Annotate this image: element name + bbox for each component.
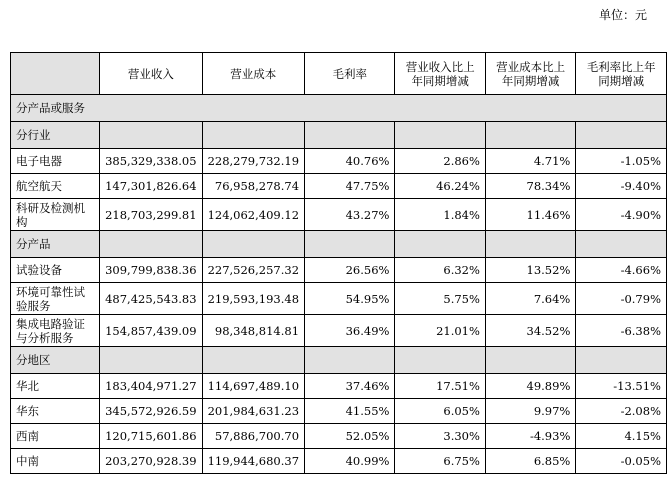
column-header: 营业收入比上年同期增减 bbox=[395, 53, 485, 95]
empty-cell bbox=[100, 122, 202, 149]
value-cell: 49.89% bbox=[485, 374, 575, 399]
value-cell: 34.52% bbox=[485, 315, 575, 347]
empty-cell bbox=[485, 231, 575, 258]
value-cell: 114,697,489.10 bbox=[202, 374, 304, 399]
value-cell: 228,279,732.19 bbox=[202, 149, 304, 174]
row-label: 科研及检测机构 bbox=[11, 199, 100, 231]
value-cell: 41.55% bbox=[305, 399, 395, 424]
empty-cell bbox=[395, 122, 485, 149]
value-cell: -1.05% bbox=[576, 149, 667, 174]
column-header: 营业收入 bbox=[100, 53, 202, 95]
value-cell: 124,062,409.12 bbox=[202, 199, 304, 231]
value-cell: -4.90% bbox=[576, 199, 667, 231]
value-cell: 120,715,601.86 bbox=[100, 424, 202, 449]
row-label: 华北 bbox=[11, 374, 100, 399]
empty-cell bbox=[576, 122, 667, 149]
row-label: 航空航天 bbox=[11, 174, 100, 199]
value-cell: 203,270,928.39 bbox=[100, 449, 202, 474]
value-cell: 219,593,193.48 bbox=[202, 283, 304, 315]
value-cell: 98,348,814.81 bbox=[202, 315, 304, 347]
empty-cell bbox=[485, 347, 575, 374]
value-cell: 21.01% bbox=[395, 315, 485, 347]
row-label: 电子电器 bbox=[11, 149, 100, 174]
value-cell: 6.85% bbox=[485, 449, 575, 474]
section-row bbox=[11, 95, 667, 122]
value-cell: 218,703,299.81 bbox=[100, 199, 202, 231]
group-title: 分行业 bbox=[11, 122, 100, 149]
value-cell: 46.24% bbox=[395, 174, 485, 199]
group-title: 分地区 bbox=[11, 347, 100, 374]
value-cell: 4.15% bbox=[576, 424, 667, 449]
value-cell: 78.34% bbox=[485, 174, 575, 199]
value-cell: -9.40% bbox=[576, 174, 667, 199]
value-cell: -6.38% bbox=[576, 315, 667, 347]
value-cell: 52.05% bbox=[305, 424, 395, 449]
value-cell: 2.86% bbox=[395, 149, 485, 174]
value-cell: 119,944,680.37 bbox=[202, 449, 304, 474]
column-header: 营业成本 bbox=[202, 53, 304, 95]
value-cell: 487,425,543.83 bbox=[100, 283, 202, 315]
revenue-breakdown-table bbox=[10, 52, 667, 474]
value-cell: 6.32% bbox=[395, 258, 485, 283]
value-cell: 11.46% bbox=[485, 199, 575, 231]
value-cell: 36.49% bbox=[305, 315, 395, 347]
value-cell: -13.51% bbox=[576, 374, 667, 399]
header-row bbox=[11, 53, 667, 95]
group-row bbox=[11, 122, 667, 149]
row-label: 华东 bbox=[11, 399, 100, 424]
group-title: 分产品 bbox=[11, 231, 100, 258]
value-cell: 4.71% bbox=[485, 149, 575, 174]
value-cell: -4.93% bbox=[485, 424, 575, 449]
section-title: 分产品或服务 bbox=[11, 95, 667, 122]
empty-cell bbox=[485, 122, 575, 149]
table-row bbox=[11, 424, 667, 449]
value-cell: 76,958,278.74 bbox=[202, 174, 304, 199]
row-label: 西南 bbox=[11, 424, 100, 449]
value-cell: 1.84% bbox=[395, 199, 485, 231]
row-label: 环境可靠性试验服务 bbox=[11, 283, 100, 315]
empty-cell bbox=[395, 231, 485, 258]
group-row bbox=[11, 231, 667, 258]
table-row bbox=[11, 258, 667, 283]
empty-cell bbox=[202, 347, 304, 374]
empty-cell bbox=[395, 347, 485, 374]
table-row bbox=[11, 399, 667, 424]
empty-cell bbox=[305, 231, 395, 258]
empty-cell bbox=[576, 231, 667, 258]
header-corner bbox=[11, 53, 100, 95]
value-cell: 37.46% bbox=[305, 374, 395, 399]
value-cell: 7.64% bbox=[485, 283, 575, 315]
value-cell: 147,301,826.64 bbox=[100, 174, 202, 199]
value-cell: 6.75% bbox=[395, 449, 485, 474]
empty-cell bbox=[100, 231, 202, 258]
empty-cell bbox=[202, 122, 304, 149]
empty-cell bbox=[100, 347, 202, 374]
value-cell: -2.08% bbox=[576, 399, 667, 424]
value-cell: 57,886,700.70 bbox=[202, 424, 304, 449]
value-cell: 345,572,926.59 bbox=[100, 399, 202, 424]
value-cell: 5.75% bbox=[395, 283, 485, 315]
value-cell: 40.76% bbox=[305, 149, 395, 174]
table-row bbox=[11, 283, 667, 315]
empty-cell bbox=[305, 122, 395, 149]
value-cell: 13.52% bbox=[485, 258, 575, 283]
value-cell: 154,857,439.09 bbox=[100, 315, 202, 347]
row-label: 集成电路验证与分析服务 bbox=[11, 315, 100, 347]
value-cell: -4.66% bbox=[576, 258, 667, 283]
value-cell: 201,984,631.23 bbox=[202, 399, 304, 424]
value-cell: 3.30% bbox=[395, 424, 485, 449]
value-cell: 183,404,971.27 bbox=[100, 374, 202, 399]
row-label: 中南 bbox=[11, 449, 100, 474]
table-row bbox=[11, 199, 667, 231]
value-cell: 40.99% bbox=[305, 449, 395, 474]
value-cell: 6.05% bbox=[395, 399, 485, 424]
value-cell: 47.75% bbox=[305, 174, 395, 199]
value-cell: 43.27% bbox=[305, 199, 395, 231]
value-cell: -0.79% bbox=[576, 283, 667, 315]
group-row bbox=[11, 347, 667, 374]
value-cell: -0.05% bbox=[576, 449, 667, 474]
value-cell: 26.56% bbox=[305, 258, 395, 283]
column-header: 毛利率 bbox=[305, 53, 395, 95]
value-cell: 309,799,838.36 bbox=[100, 258, 202, 283]
value-cell: 9.97% bbox=[485, 399, 575, 424]
column-header: 营业成本比上年同期增减 bbox=[485, 53, 575, 95]
value-cell: 227,526,257.32 bbox=[202, 258, 304, 283]
table-row bbox=[11, 149, 667, 174]
table-row bbox=[11, 449, 667, 474]
unit-label: 单位：元 bbox=[598, 8, 647, 22]
value-cell: 17.51% bbox=[395, 374, 485, 399]
table-row bbox=[11, 174, 667, 199]
empty-cell bbox=[305, 347, 395, 374]
empty-cell bbox=[576, 347, 667, 374]
table-row bbox=[11, 374, 667, 399]
column-header: 毛利率比上年同期增减 bbox=[576, 53, 667, 95]
value-cell: 54.95% bbox=[305, 283, 395, 315]
row-label: 试验设备 bbox=[11, 258, 100, 283]
value-cell: 385,329,338.05 bbox=[100, 149, 202, 174]
table-row bbox=[11, 315, 667, 347]
empty-cell bbox=[202, 231, 304, 258]
